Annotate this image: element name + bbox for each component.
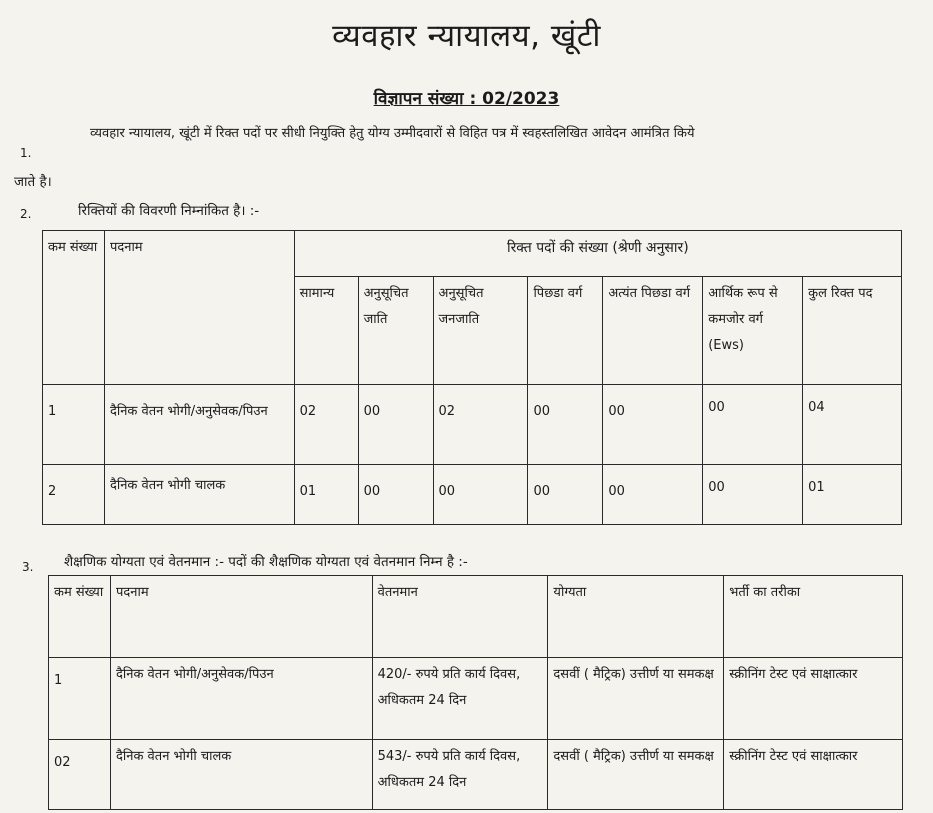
advertisement-number <box>0 86 933 109</box>
para-3-text: शैक्षणिक योग्यता एवं वेतनमान :- पदों की शैक्षणिक योग्यता एवं वेतनमान निम्न है :- <box>64 554 468 570</box>
para-1-number: 1. <box>20 146 32 160</box>
advertisement-number-text: विज्ञापन संख्या : 02/2023 <box>373 89 560 109</box>
qual-header-post: पदनाम <box>110 576 372 658</box>
qual-row-post: दैनिक वेतन भोगी/अनुसेवक/पिउन <box>110 658 372 740</box>
row-post: दैनिक वेतन भोगी चालक <box>104 465 294 525</box>
qual-row-post: दैनिक वेतन भोगी चालक <box>110 740 372 810</box>
para-2-number: 2. <box>20 207 32 221</box>
vacancy-table <box>42 230 902 525</box>
category-ebc: अत्यंत पिछडा वर्ग <box>603 277 703 385</box>
para-3-number: 3. <box>22 560 34 574</box>
qual-row-pay: 543/- रुपये प्रति कार्य दिवस, अधिकतम 24 दिन <box>372 740 548 810</box>
table-row <box>49 740 903 810</box>
qual-row-serial: 1 <box>49 658 111 740</box>
para-1-line-1: व्यवहार न्यायालय, खूंटी में रिक्त पदों पर सीधी नियुक्ति हेतु योग्य उम्मीदवारों से विहित पत्र में स्वहस्तलिखित आवेदन आमंत्रित किये <box>90 126 695 141</box>
row-value: 00 <box>433 465 528 525</box>
qual-row-method: स्क्रीनिंग टेस्ट एवं साक्षात्कार <box>724 740 903 810</box>
row-value: 00 <box>358 385 433 465</box>
qual-header-qualification: योग्यता <box>548 576 724 658</box>
para-1-line-2: जाते है। <box>14 174 52 190</box>
row-value: 00 <box>703 385 803 465</box>
qual-header-pay: वेतनमान <box>372 576 548 658</box>
row-value: 00 <box>528 465 603 525</box>
row-serial: 1 <box>43 385 105 465</box>
category-ews: आर्थिक रूप से कमजोर वर्ग (Ews) <box>703 277 803 385</box>
qual-row-serial: 02 <box>49 740 111 810</box>
row-value: 02 <box>433 385 528 465</box>
qual-row-pay: 420/- रुपये प्रति कार्य दिवस, अधिकतम 24 दिन <box>372 658 548 740</box>
qualification-table <box>48 575 903 810</box>
court-title: व्यवहार न्यायालय, खूंटी <box>332 18 601 54</box>
qual-row-method: स्क्रीनिंग टेस्ट एवं साक्षात्कार <box>724 658 903 740</box>
row-post: दैनिक वेतन भोगी/अनुसेवक/पिउन <box>104 385 294 465</box>
row-value: 00 <box>358 465 433 525</box>
row-value: 01 <box>803 465 902 525</box>
vacancy-header-serial: कम संख्या <box>43 231 105 385</box>
category-general: सामान्य <box>294 277 358 385</box>
row-value: 00 <box>703 465 803 525</box>
table-row <box>49 658 903 740</box>
row-value: 00 <box>603 465 703 525</box>
qual-row-qualification: दसवीं ( मैट्रिक) उत्तीर्ण या समकक्ष <box>548 740 724 810</box>
row-value: 04 <box>803 385 902 465</box>
table-row <box>43 465 902 525</box>
category-sc: अनुसूचित जाति <box>358 277 433 385</box>
vacancy-header-post: पदनाम <box>104 231 294 385</box>
qual-header-method: भर्ती का तरीका <box>724 576 903 658</box>
vacancy-header-group: रिक्त पदों की संख्या (श्रेणी अनुसार) <box>294 231 901 277</box>
category-st: अनुसूचित जनजाति <box>433 277 528 385</box>
row-serial: 2 <box>43 465 105 525</box>
row-value: 01 <box>294 465 358 525</box>
qual-row-qualification: दसवीं ( मैट्रिक) उत्तीर्ण या समकक्ष <box>548 658 724 740</box>
table-row <box>43 385 902 465</box>
qual-header-serial: कम संख्या <box>49 576 111 658</box>
row-value: 00 <box>603 385 703 465</box>
row-value: 02 <box>294 385 358 465</box>
category-total: कुल रिक्त पद <box>803 277 902 385</box>
para-2-text: रिक्तियों की विवरणी निम्नांकित है। :- <box>78 203 260 219</box>
row-value: 00 <box>528 385 603 465</box>
category-bc: पिछडा वर्ग <box>528 277 603 385</box>
